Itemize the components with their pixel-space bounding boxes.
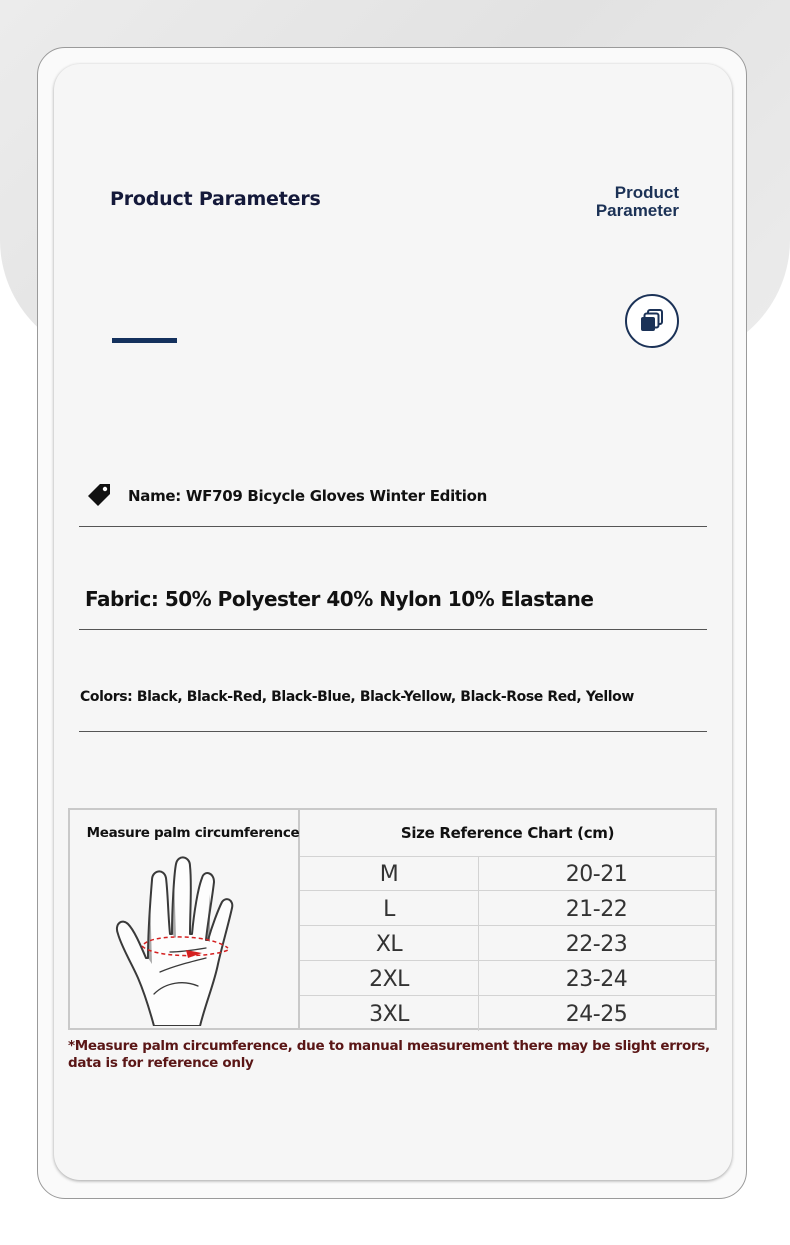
- size-range: 21-22: [565, 897, 628, 922]
- divider: [79, 731, 707, 732]
- footnote: *Measure palm circumference, due to manual measurement there may be slight errors, data is for reference only: [68, 1038, 710, 1071]
- product-colors: Colors: Black, Black-Red, Black-Blue, Black-Yellow, Black-Rose Red, Yellow: [80, 689, 634, 705]
- size-range: 23-24: [565, 967, 628, 992]
- size-label: 2XL: [300, 961, 479, 996]
- product-fabric: Fabric: 50% Polyester 40% Nylon 10% Elastane: [85, 587, 594, 611]
- size-range: 20-21: [565, 862, 628, 887]
- size-chart-title: Size Reference Chart (cm): [300, 810, 715, 857]
- page-title-right: [596, 184, 679, 220]
- divider: [79, 629, 707, 630]
- title-right-line1: Product: [614, 183, 679, 202]
- size-label: L: [300, 891, 479, 926]
- size-range: 22-23: [565, 932, 628, 957]
- size-chart-table: [68, 808, 717, 1030]
- table-row: [300, 996, 715, 1031]
- product-name: Name: WF709 Bicycle Gloves Winter Edition: [128, 487, 488, 505]
- hand-illustration: [114, 854, 254, 1026]
- measure-label: Measure palm circumference: [86, 825, 300, 841]
- divider: [79, 526, 707, 527]
- measure-cell: [70, 810, 300, 1028]
- accent-bar: [112, 338, 177, 343]
- size-label: 3XL: [300, 996, 479, 1031]
- size-label: M: [300, 856, 479, 891]
- size-label: XL: [300, 926, 479, 961]
- table-row: [300, 961, 715, 996]
- table-row: [300, 856, 715, 891]
- tag-icon: [86, 482, 112, 513]
- size-range: 24-25: [565, 1002, 628, 1027]
- table-row: [300, 891, 715, 926]
- table-row: [300, 926, 715, 961]
- page-title: Product Parameters: [110, 188, 321, 210]
- layers-icon: [625, 294, 679, 348]
- title-right-line2: Parameter: [595, 201, 679, 220]
